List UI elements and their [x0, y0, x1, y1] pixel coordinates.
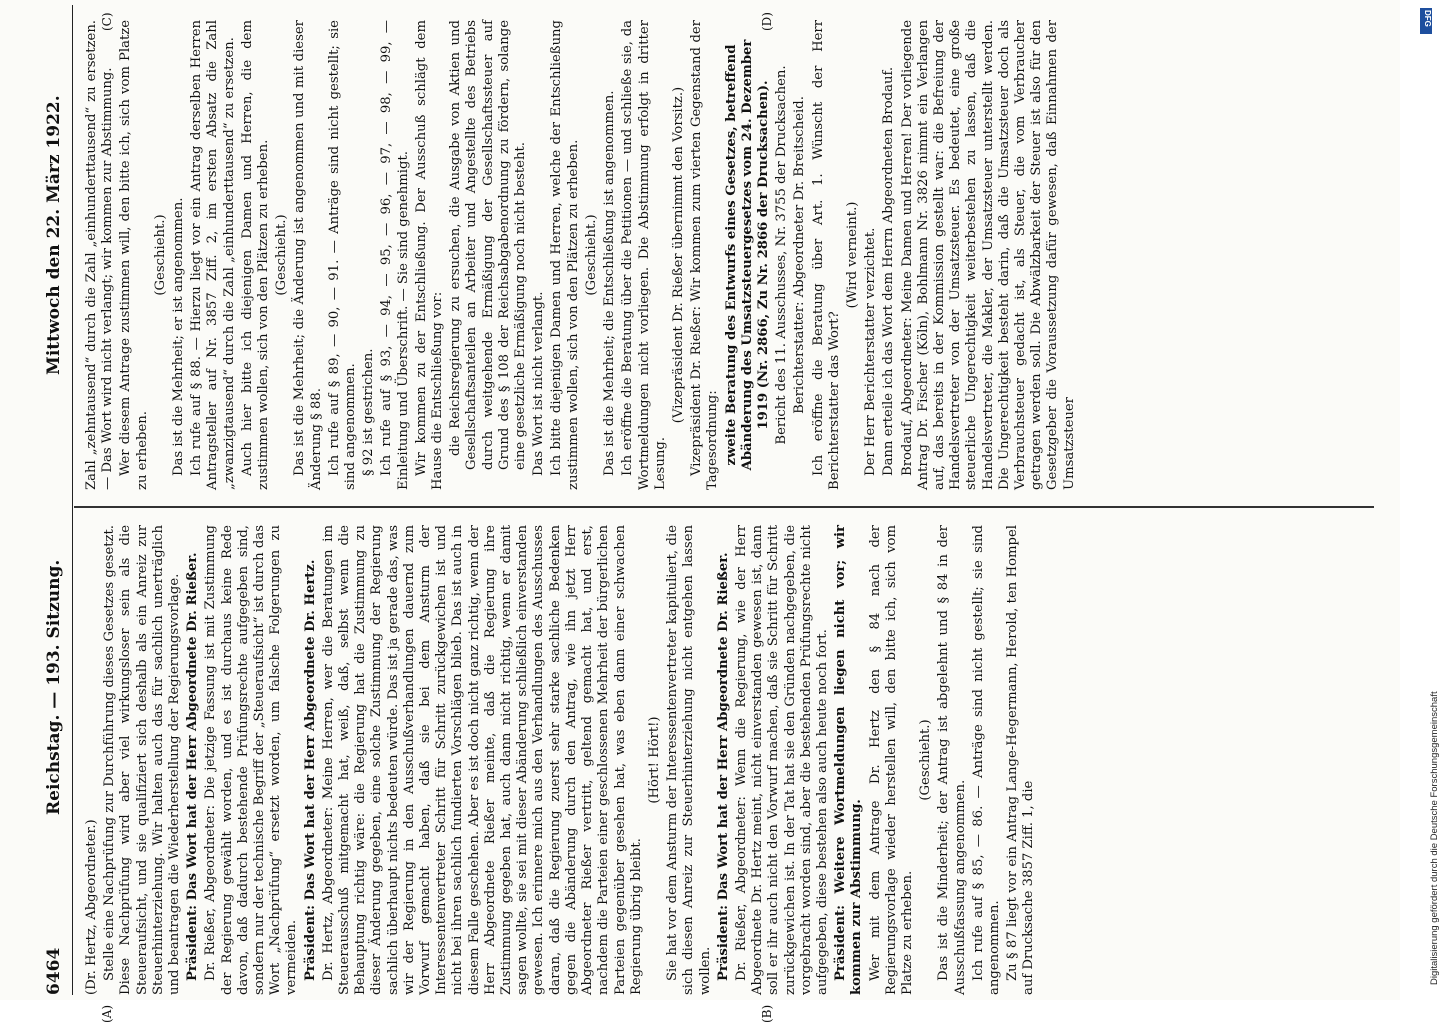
margin-mark-a: (A) — [100, 1004, 114, 1023]
paragraph: Zahl „zehntausend“ durch die Zahl „einhunderttausend“ zu ersetzen. — Das Wort wird nicht verlangt; wir kommen zur Abstimmung. — [84, 20, 116, 490]
paragraph: Dann erteile ich das Wort dem Herrn Abgeordneten Brodauf. — [881, 66, 897, 476]
column-divider — [74, 507, 1374, 509]
paragraph: Ich rufe auf § 93, — 94, — 95, — 96, — 97, — 98, — 99, — Einleitung und Überschrift. — Sie sind genehmigt. — [379, 20, 411, 490]
paragraph: Dr. Rießer, Abgeordneter: Wenn die Regierung, wie der Herr Abgeordnete Dr. Hertz meint, nicht einverstanden gewesen ist, dann soll er ihr auch nicht den Vorwurf machen, daß sie Schritt für Schritt zurückgewichen ist. In der Tat hat sie den Gründen nachgegeben, die vorgebracht worden sind, aber die bestehenden Prüfungsrechte nicht aufgegeben, diese bestehen also auch heute noch fort. — [733, 525, 830, 995]
paragraph: (Dr. Hertz, Abgeordneter.) — [84, 819, 99, 995]
paragraph: (Hört! Hört!) — [646, 716, 662, 804]
paragraph: Dr. Hertz, Abgeordneter: Meine Herren, wer die Beratungen im Steuerausschuß mitgemacht hat, weiß, daß, selbst wenn die Behauptung richtig wäre: die Regierung hat die Zustimmung zu dieser Änderung gegeben, eine solche Zustimmung der Regierung sachlich überhaupt nichts bedeuten würde. Das ist ja gerade das, was wir der Regierung in den Ausschußverhandlungen dauernd zum Vorwurf gemacht haben, daß sie bei dem Ansturm der Interessentenvertreter Schritt für Schritt zurückgewichen ist und nicht bei ihren sachlich fundierten Vorschlägen blieb. Das ist auch in diesem Falle geschehen. Aber es ist doch nicht ganz richtig, wenn der Herr Abgeordnete Rießer meinte, daß die Regierung ihre Zustimmung gegeben hat, auch dann nicht richtig, wenn er damit sagen wollte, sie sei mit dieser Abänderung schließlich einverstanden gewesen. Ich erinnere mich aus den Verhandlungen des Ausschusses daran, daß die Regierung zuerst sehr starke sachliche Bedenken gegen die Abänderung durch den Antrag, wie ihn jetzt Herr Abgeordneter Rießer vertritt, geltend gemacht hat, und erst, nachdem die Parteien einer geschlossenen Mehrheit der bürgerlichen Parteien gegenüber gesehen hat, was eben dann einer schwachen Regierung übrig bleibt. — [320, 525, 644, 995]
paragraph: (Geschieht.) — [274, 214, 290, 296]
paragraph: Wer diesem Antrage zustimmen will, den bitte ich, sich vom Platze zu erheben. — [118, 20, 150, 490]
paragraph: Zu § 87 liegt vor ein Antrag Lange-Hegermann, Herold, ten Hompel auf Drucksache 3857 Ziff. 1, die — [1005, 525, 1037, 995]
paragraph: zweite Beratung des Entwurfs eines Gesetzes, betreffend Abänderung des Umsatzsteuergesetzes vom 24. Dezember 1919 (Nr. 2866, Zu Nr. 2866 der Drucksachen). — [723, 39, 771, 471]
paragraph: Brodauf, Abgeordneter: Meine Damen und Herren! Der vorliegende Antrag Dr. Fischer (Köln), Bohlmann Nr. 3826 nimmt ein Verlangen auf, das bereits in der Kommission gestellt war: die Befreiung der Handelsvertreter von der Umsatzsteuer. Es bedeutet, eine große steuerliche Ungerechtigkeit weiterbestehen zu lassen, daß die Handelsvertreter, die Makler, der Umsatzsteuer unterstellt werden. Die Ungerechtigkeit besteht darin, daß die Umsatzsteuer doch als Verbrauchsteuer gedacht ist, als Steuer, die vom Verbraucher getragen werden soll. Die Abwälzbarkeit der Steuer ist also für den Gesetzgeber die Voraussetzung dafür gewesen, daß Einnahmen der Umsatzsteuer — [899, 20, 1077, 490]
paragraph: Präsident: Das Wort hat der Herr Abgeordnete Dr. Rießer. — [715, 552, 731, 981]
paragraph: Der Herr Berichterstatter verzichtet. — [863, 227, 879, 476]
paragraph: Präsident: Das Wort hat der Herr Abgeordnete Dr. Hertz. — [302, 559, 318, 981]
paragraph: Sie hat vor dem Ansturm der Interessentenvertreter kapituliert, die sich diesen Anreiz zur Steuerhinterziehung nicht entgehen lassen wollen. — [665, 525, 713, 995]
paragraph: Das Wort ist nicht verlangt. — [531, 291, 547, 476]
paragraph: Ich rufe auf § 88. — Hierzu liegt vor ein Antrag derselben Herren Antragsteller auf Nr. 3857 Ziff. 2, im ersten Absatz die Zahl „zwanzigtausend“ durch die Zahl „einhunderttausend“ zu ersetzen. — [189, 20, 237, 490]
right-text-column — [84, 20, 1354, 490]
paragraph: Das ist die Mehrheit; die Entschließung ist angenommen. — [602, 90, 618, 476]
paragraph: Vizepräsident Dr. Rießer: Wir kommen zum vierten Gegenstand der Tagesordnung: — [689, 20, 721, 490]
session-date: Mittwoch den 22. März 1922. — [44, 95, 64, 375]
paragraph: (Geschieht.) — [583, 214, 599, 296]
paragraph: Ich rufe auf § 85, — 86. — Anträge sind nicht gestellt; sie sind angenommen. — [970, 525, 1002, 995]
paragraph: Berichterstatter: Abgeordneter Dr. Breitscheid. — [792, 96, 808, 414]
paragraph: Ich bitte diejenigen Damen und Herren, welche der Entschließung zustimmen wollen, sich von den Plätzen zu erheben. — [549, 20, 581, 490]
paragraph: die Reichsregierung zu ersuchen, die Ausgabe von Aktien und Gesellschaftsanteilen an Arbeiter und Angestellte des Betriebs durch weitgehende Ermäßigung der Gesellschaftssteuer auf Grund des § 108 der Reichsabgabenordnung zu fördern, solange eine gesetzliche Ermäßigung noch nicht besteht. — [448, 20, 529, 470]
page-header — [40, 5, 73, 995]
margin-mark-b: (B) — [760, 1004, 774, 1023]
paragraph: Das ist die Minderheit; der Antrag ist abgelehnt und § 84 in der Ausschußfassung angenommen. — [936, 525, 968, 995]
dfg-logo: DFG — [1420, 8, 1432, 34]
margin-mark-d: (D) — [760, 12, 774, 31]
paragraph: (Geschieht.) — [152, 214, 168, 296]
paragraph: Ich rufe auf § 89, — 90, — 91. — Anträge sind nicht gestellt; sie sind angenommen. — [326, 20, 359, 490]
paragraph: (Vizepräsident Dr. Rießer übernimmt den Vorsitz.) — [670, 86, 686, 424]
digitization-credit: Digitalisierung gefördert durch die Deutsche Forschungsgemeinschaft — [1429, 691, 1440, 985]
paragraph: Ich eröffne die Beratung über die Petitionen — und schließe sie, da Wortmeldungen nicht vorliegen. Die Abstimmung erfolgt in dritter Lesung. — [620, 20, 668, 490]
margin-mark-c: (C) — [100, 12, 114, 31]
rotated-page — [40, 5, 1390, 1023]
paragraph: Wer mit dem Antrage Dr. Hertz den § 84 nach der Regierungsvorlage wieder herstellen will, den bitte ich, sich vom Platze zu erheben. — [867, 525, 915, 995]
paragraph: Dr. Rießer, Abgeordneter: Die jetzige Fassung ist mit Zustimmung der Regierung gewählt worden, und es ist durchaus keine Rede davon, daß dadurch bestehende Prüfungsrechte aufgegeben sind, sondern nur der technische Begriff der „Steueraufsicht“ ist durch das Wort „Nachprüfung“ ersetzt worden, um falsche Folgerungen zu vermeiden. — [203, 525, 300, 995]
paragraph: Wir kommen zu der Entschließung. Der Ausschuß schlägt dem Hause die Entschließung vor: — [413, 20, 446, 490]
paragraph: (Wird verneint.) — [844, 201, 860, 309]
paragraph: § 92 ist gestrichen. — [361, 348, 377, 476]
paragraph: Präsident: Weitere Wortmeldungen liegen nicht vor; wir kommen zur Abstimmung. — [833, 525, 865, 995]
session-title: Reichstag. — 193. Sitzung. — [44, 559, 64, 815]
paragraph: Auch hier bitte ich diejenigen Damen und Herren, die dem zustimmen wollen, sich von den Plätzen zu erheben. — [239, 20, 272, 490]
paragraph: Präsident: Das Wort hat der Herr Abgeordnete Dr. Rießer. — [185, 552, 201, 981]
paragraph: Stelle eine Nachprüfung zur Durchführung dieses Gesetzes gesetzt. Diese Nachprüfung wird aber viel wirkungsloser sein als die Steueraufsicht, und sie qualifiziert sich deshalb als ein Anreiz zur Steuerhinterziehung. Wir halten auch das für sachlich unerträglich und beantragen die Wiederherstellung der Regierungsvorlage. — [102, 525, 183, 995]
paragraph: Bericht des 11. Ausschusses, Nr. 3755 der Drucksachen. — [774, 65, 790, 445]
paragraph: Das ist die Mehrheit; er ist angenommen. — [171, 197, 187, 476]
page-number: 6464 — [44, 947, 64, 995]
paragraph: Ich eröffne die Beratung über Art. 1. Wünscht der Herr Berichterstatter das Wort? — [810, 20, 842, 490]
paragraph: Das ist die Mehrheit; die Änderung ist angenommen und mit dieser Änderung § 88. — [292, 20, 324, 490]
left-text-column — [84, 525, 1354, 995]
paragraph: (Geschieht.) — [918, 719, 934, 801]
